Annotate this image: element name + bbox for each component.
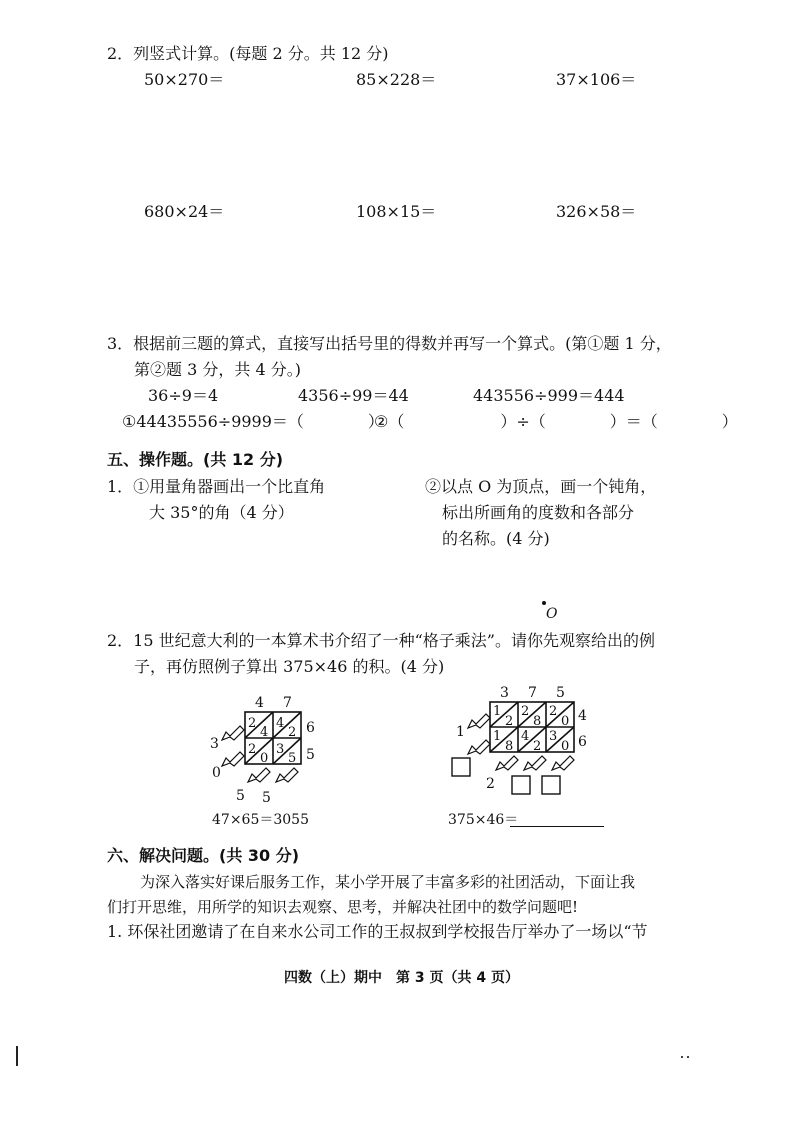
ex-bottom-1: 5 bbox=[262, 790, 271, 806]
task-right-1: 6 bbox=[578, 734, 587, 750]
ex-cell-3-hi: 3 bbox=[276, 742, 285, 757]
ex-bottom-0: 5 bbox=[236, 788, 245, 804]
task-lattice bbox=[440, 684, 600, 808]
task-cell-4-lo: 2 bbox=[533, 739, 542, 754]
q2grid-line2: 子，再仿照例子算出 375×46 的积。(4 分) bbox=[134, 657, 445, 676]
q3-example-3: 443556÷999＝444 bbox=[473, 386, 625, 405]
ex-right-0: 6 bbox=[306, 720, 315, 736]
task-top-2: 5 bbox=[556, 685, 565, 701]
sec5-title: 五、操作题。(共 12 分) bbox=[107, 450, 284, 469]
sec5-q1b-line3: 的名称。(4 分) bbox=[442, 529, 550, 548]
ex-left-0: 3 bbox=[210, 736, 219, 752]
task-bottom-0: 2 bbox=[486, 776, 495, 792]
task-cell-3-lo: 8 bbox=[505, 739, 514, 754]
sec5-q1a-line2: 大 35°的角（4 分） bbox=[149, 503, 294, 522]
task-right-0: 4 bbox=[578, 708, 587, 724]
expr-3: 37×106＝ bbox=[556, 70, 637, 89]
task-cell-3-hi: 1 bbox=[493, 729, 502, 744]
page-footer: 四数（上）期中 第 3 页（共 4 页） bbox=[284, 970, 519, 986]
q3-line1: 3．根据前三题的算式，直接写出括号里的得数并再写一个算式。(第①题 1 分， bbox=[107, 334, 672, 353]
example-lattice bbox=[200, 692, 330, 811]
sec5-q1b-line2: 标出所画角的度数和各部分 bbox=[442, 503, 635, 522]
task-cell-2-hi: 2 bbox=[549, 704, 558, 719]
scan-dot bbox=[681, 1056, 683, 1058]
task-top-1: 7 bbox=[528, 685, 537, 701]
ex-cell-2-lo: 0 bbox=[260, 751, 269, 766]
expr-4: 680×24＝ bbox=[144, 202, 225, 221]
expr-1: 50×270＝ bbox=[144, 70, 225, 89]
q3-fill-1: ①44435556÷9999＝（ ） bbox=[122, 412, 384, 431]
ex-cell-2-hi: 2 bbox=[248, 742, 257, 757]
task-cell-5-hi: 3 bbox=[549, 729, 558, 744]
point-label: O bbox=[546, 606, 558, 622]
q3-line2: 第②题 3 分，共 4 分。) bbox=[134, 360, 301, 379]
q2grid-line1: 2．15 世纪意大利的一本算术书介绍了一种“格子乘法”。请你先观察给出的例 bbox=[107, 631, 655, 650]
task-top-0: 3 bbox=[500, 685, 509, 701]
q2-title: 2．列竖式计算。(每题 2 分。共 12 分) bbox=[107, 44, 389, 63]
task-cell-1-lo: 8 bbox=[533, 714, 542, 729]
ex-cell-0-hi: 2 bbox=[248, 716, 257, 731]
task-cell-5-lo: 0 bbox=[561, 739, 570, 754]
ex-top-0: 4 bbox=[255, 695, 264, 711]
task-lattice-svg bbox=[440, 684, 600, 804]
q3-example-1: 36÷9＝4 bbox=[148, 386, 219, 405]
ex-cell-1-hi: 4 bbox=[276, 716, 285, 731]
example-lattice-svg bbox=[200, 692, 330, 807]
q3-example-2: 4356÷99＝44 bbox=[298, 386, 409, 405]
task-cell-0-hi: 1 bbox=[493, 704, 502, 719]
sec6-intro-1: 为深入落实好课后服务工作，某小学开展了丰富多彩的社团活动，下面让我 bbox=[140, 873, 636, 891]
task-cell-2-lo: 0 bbox=[561, 714, 570, 729]
ex-cell-1-lo: 2 bbox=[288, 725, 297, 740]
expr-2: 85×228＝ bbox=[356, 70, 437, 89]
expr-5: 108×15＝ bbox=[356, 202, 437, 221]
sec5-q1b-line1: ②以点 O 为顶点，画一个钝角， bbox=[425, 477, 657, 496]
task-cell-1-hi: 2 bbox=[521, 704, 530, 719]
scan-mark bbox=[16, 1046, 18, 1066]
scan-dot bbox=[687, 1056, 689, 1058]
ex-cell-3-lo: 5 bbox=[288, 751, 297, 766]
ex-left-1: 0 bbox=[212, 765, 221, 781]
sec6-q1: 1. 环保社团邀请了在自来水公司工作的王叔叔到学校报告厅举办了一场以“节 bbox=[107, 922, 648, 941]
task-caption: 375×46＝ bbox=[448, 812, 519, 828]
answer-blank-line[interactable] bbox=[510, 826, 604, 827]
task-cell-0-lo: 2 bbox=[505, 714, 514, 729]
sec6-intro-2: 们打开思维，用所学的知识去观察、思考，并解决社团中的数学问题吧! bbox=[107, 898, 579, 916]
example-caption: 47×65＝3055 bbox=[212, 812, 309, 828]
ex-top-1: 7 bbox=[283, 695, 292, 711]
sec6-title: 六、解决问题。(共 30 分) bbox=[107, 846, 300, 865]
ex-cell-0-lo: 4 bbox=[260, 725, 269, 740]
expr-6: 326×58＝ bbox=[556, 202, 637, 221]
task-left-0: 1 bbox=[456, 724, 465, 740]
ex-right-1: 5 bbox=[306, 747, 315, 763]
sec5-q1a-line1: 1．①用量角器画出一个比直角 bbox=[107, 477, 326, 496]
task-cell-4-hi: 4 bbox=[521, 729, 530, 744]
q3-fill-2: ②（ ）÷（ ）＝（ ） bbox=[374, 412, 738, 431]
